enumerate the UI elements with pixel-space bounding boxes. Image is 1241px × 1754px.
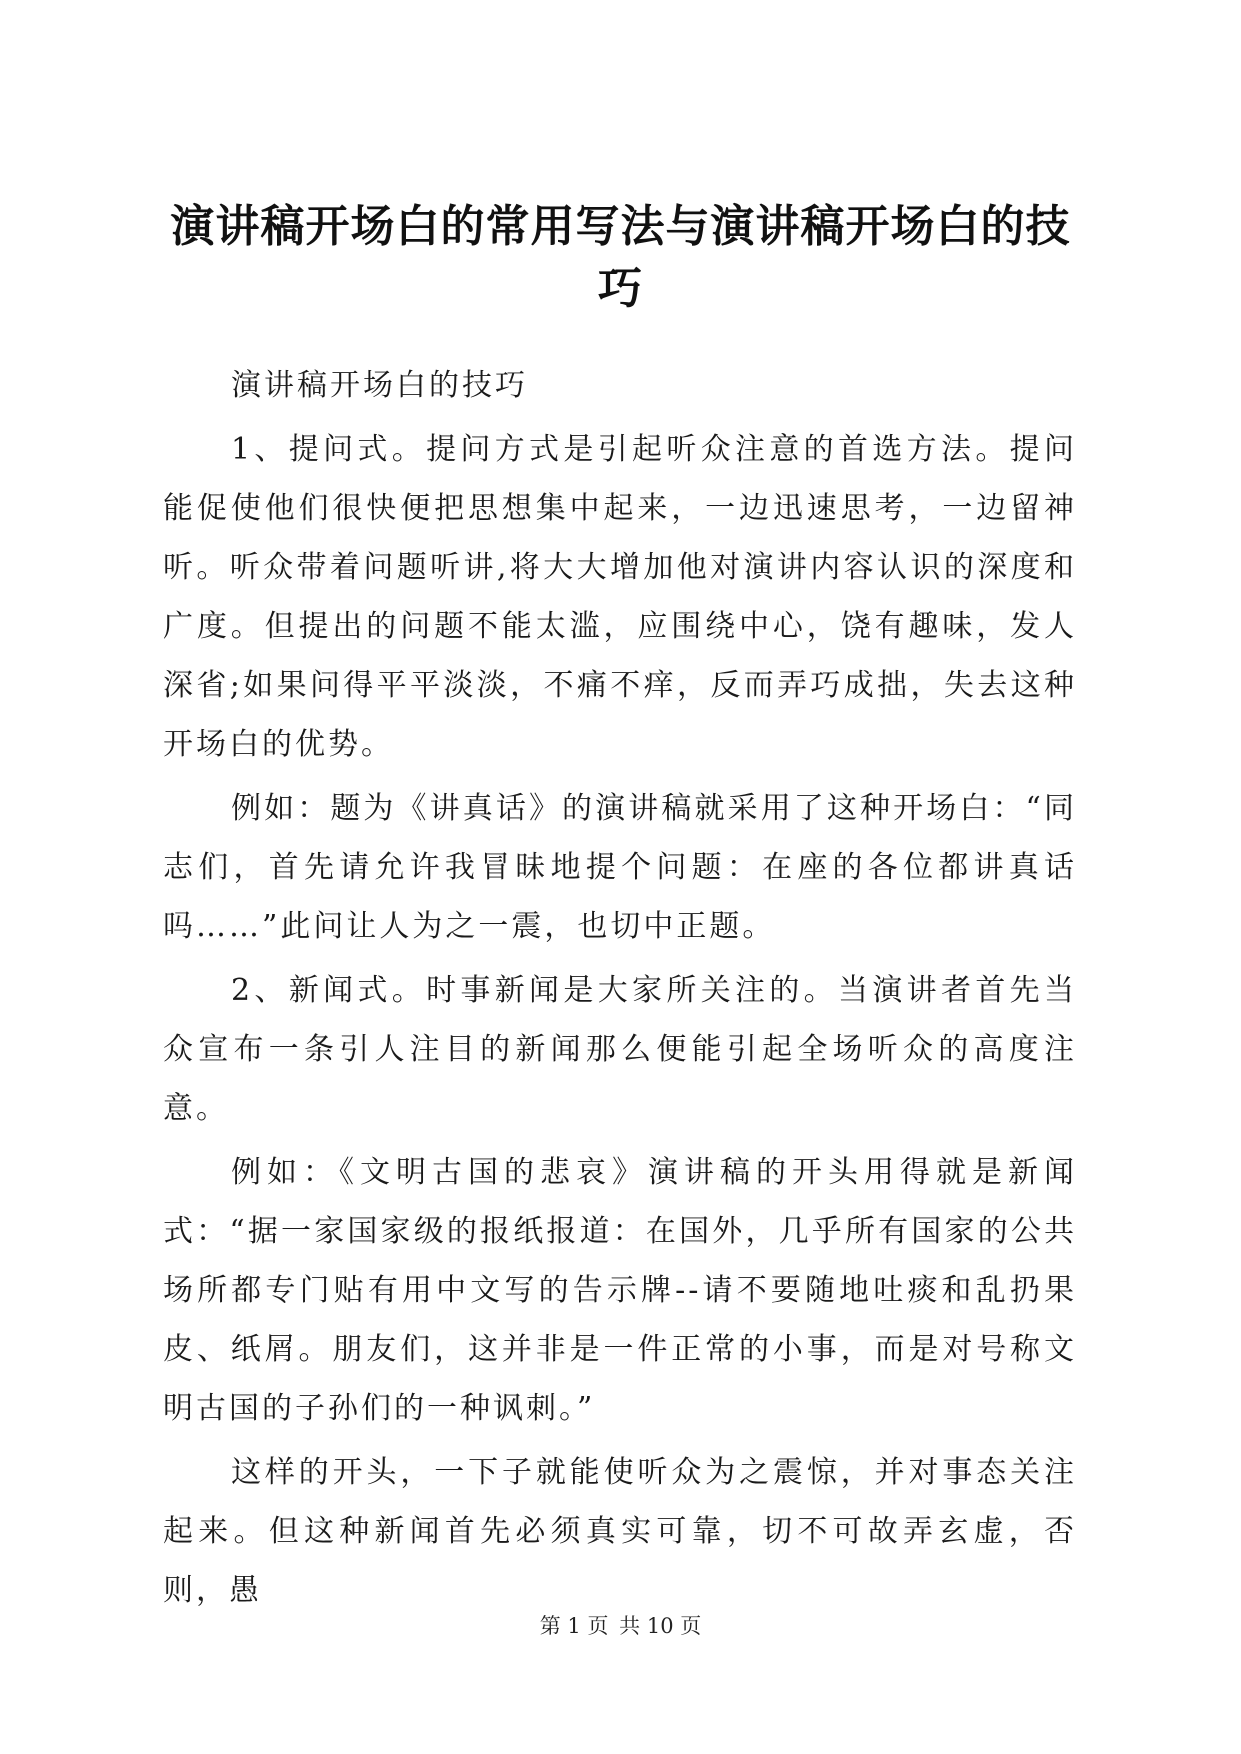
paragraph-news-note: 这样的开头，一下子就能使听众为之震惊，并对事态关注起来。但这种新闻首先必须真实可靠，切不可故弄玄虚，否则，愚 [163,1455,1077,1608]
page-number: 第 1 页 [539,1614,609,1638]
paragraph-question-style: 1、提问式。提问方式是引起听众注意的首选方法。提问能促使他们很快便把思想集中起来，一边迅速思考，一边留神听。听众带着问题听讲,将大大增加他对演讲内容认识的深度和广度。但提出的问题不能太滥，应围绕中心，饶有趣味，发人深省;如果问得平平淡淡，不痛不痒，反而弄巧成拙，失去这种开场白的优势。 [163,432,1077,762]
section-heading: 演讲稿开场白的技巧 [231,368,528,403]
paragraph-news-style: 2、新闻式。时事新闻是大家所关注的。当演讲者首先当众宣布一条引人注目的新闻那么便能引起全场听众的高度注意。 [163,973,1077,1126]
document-body [163,356,1077,1625]
paragraph-question-example: 例如：题为《讲真话》的演讲稿就采用了这种开场白：“同志们，首先请允许我冒昧地提个问题：在座的各位都讲真话吗……”此问让人为之一震，也切中正题。 [163,791,1077,944]
page-total: 共 10 页 [619,1614,702,1638]
page-footer [0,1612,1241,1640]
document-title: 演讲稿开场白的常用写法与演讲稿开场白的技巧 [170,201,1071,314]
paragraph-news-example: 例如：《文明古国的悲哀》演讲稿的开头用得就是新闻式：“据一家国家级的报纸报道：在国外，几乎所有国家的公共场所都专门贴有用中文写的告示牌--请不要随地吐痰和乱扔果皮、纸屑。朋友们，这并非是一件正常的小事，而是对号称文明古国的子孙们的一种讽刺。” [163,1155,1077,1426]
